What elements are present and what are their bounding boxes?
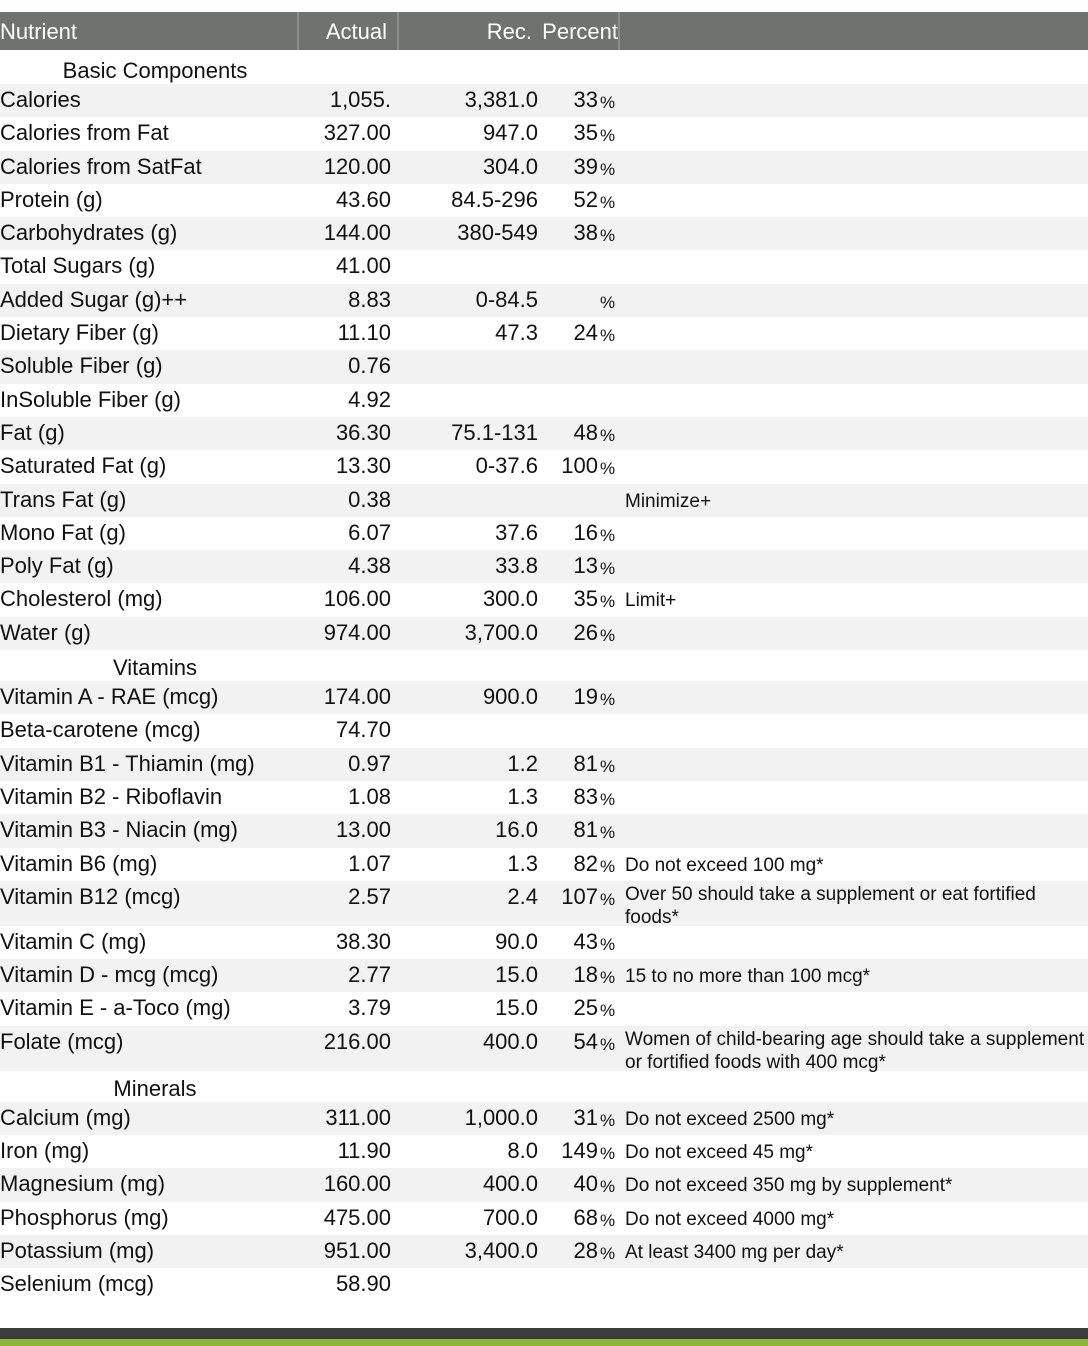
guidance-note: Do not exceed 100 mg* [625, 854, 824, 876]
recommended-value: 304.0 [482, 153, 538, 179]
nutrient-name: Phosphorus (mg) [0, 1204, 169, 1230]
table-row [0, 681, 1088, 714]
percent-sign: % [600, 226, 616, 246]
nutrient-name: Calcium (mg) [0, 1104, 131, 1130]
table-row [0, 617, 1088, 650]
nutrient-name: Soluble Fiber (g) [0, 353, 163, 379]
actual-value: 0.38 [348, 486, 391, 512]
percent-sign: % [600, 934, 616, 954]
percent-sign: % [600, 126, 616, 146]
actual-value: 13.30 [335, 453, 391, 479]
recommended-value: 8.0 [507, 1138, 538, 1164]
percent-value: 81 [573, 750, 598, 776]
percent-sign: % [600, 1243, 616, 1263]
actual-value: 41.00 [335, 253, 391, 279]
table-row [0, 1168, 1088, 1201]
header-rec: Rec. [486, 19, 532, 44]
nutrient-name: Magnesium (mg) [0, 1171, 166, 1197]
recommended-value: 33.8 [495, 553, 538, 579]
percent-sign: % [600, 789, 616, 809]
nutrient-name: Vitamin B6 (mg) [0, 850, 158, 876]
nutrient-name: Total Sugars (g) [0, 253, 156, 279]
header-separator [618, 12, 620, 50]
table-row [0, 484, 1088, 517]
actual-value: 160.00 [323, 1171, 391, 1197]
nutrient-name: Vitamin B2 - Riboflavin [0, 783, 223, 809]
guidance-note: Over 50 should take a supplement or eat fortified foods* [625, 883, 1036, 928]
table-row [0, 517, 1088, 550]
nutrient-name: Vitamin D - mcg (mcg) [0, 962, 219, 988]
recommended-value: 90.0 [495, 928, 538, 954]
percent-value: 38 [573, 220, 598, 246]
actual-value: 174.00 [323, 684, 391, 710]
recommended-value: 15.0 [495, 995, 538, 1021]
nutrient-name: Added Sugar (g)++ [0, 286, 188, 312]
header-nutrient: Nutrient [0, 19, 78, 44]
percent-value: 48 [573, 419, 598, 445]
percent-value: 43 [573, 928, 598, 954]
percent-sign: % [600, 459, 616, 479]
nutrient-name: Calories [0, 87, 81, 112]
percent-sign: % [600, 1001, 616, 1021]
nutrient-name: InSoluble Fiber (g) [0, 386, 181, 412]
recommended-value: 0-84.5 [475, 286, 538, 312]
table-row [0, 151, 1088, 184]
percent-value: 54 [573, 1028, 598, 1054]
actual-value: 6.07 [348, 519, 391, 545]
percent-sign: % [600, 1110, 616, 1130]
recommended-value: 37.6 [495, 519, 538, 545]
percent-sign: % [600, 756, 616, 776]
actual-value: 327.00 [323, 120, 391, 146]
actual-value: 43.60 [335, 186, 391, 212]
recommended-value: 47.3 [495, 320, 538, 346]
actual-value: 974.00 [323, 619, 391, 645]
percent-value: 19 [573, 684, 598, 710]
actual-value: 1.08 [348, 783, 391, 809]
table-row [0, 748, 1088, 781]
nutrient-name: Dietary Fiber (g) [0, 320, 159, 346]
nutrient-name: Calories from SatFat [0, 153, 202, 179]
actual-value: 38.30 [335, 928, 391, 954]
guidance-note: At least 3400 mg per day* [625, 1241, 844, 1263]
nutrient-name: Water (g) [0, 619, 91, 645]
table-row [0, 1026, 1088, 1071]
actual-value: 311.00 [325, 1104, 391, 1130]
table-row [0, 1235, 1088, 1268]
actual-value: 475.00 [323, 1204, 391, 1230]
nutrient-name: Protein (g) [0, 186, 103, 212]
percent-value: 35 [573, 586, 598, 612]
recommended-value: 400.0 [482, 1171, 538, 1197]
actual-value: 106.00 [323, 586, 391, 612]
section-heading-row [0, 53, 1088, 84]
nutrient-name: Carbohydrates (g) [0, 220, 178, 246]
table-row [0, 450, 1088, 483]
percent-value: 39 [573, 153, 598, 179]
nutrient-name: Calories from Fat [0, 120, 169, 146]
section-heading-row [0, 650, 1088, 681]
table-row [0, 1102, 1088, 1135]
recommended-value: 947.0 [482, 120, 538, 146]
recommended-value: 75.1-131 [451, 419, 538, 445]
percent-sign: % [600, 856, 616, 876]
table-row [0, 250, 1088, 283]
table-row [0, 117, 1088, 150]
nutrient-name: Vitamin B12 (mcg) [0, 883, 181, 909]
percent-sign: % [600, 292, 616, 312]
table-row [0, 926, 1088, 959]
table-row [0, 1135, 1088, 1168]
actual-value: 120.00 [323, 153, 391, 179]
actual-value: 11.90 [337, 1138, 391, 1164]
recommended-value: 1.2 [507, 750, 538, 776]
actual-value: 1.07 [348, 850, 391, 876]
recommended-value: 0-37.6 [475, 453, 538, 479]
table-row [0, 317, 1088, 350]
nutrient-name: Vitamin E - a-Toco (mg) [0, 995, 231, 1021]
guidance-note: Limit+ [625, 590, 677, 612]
table-row [0, 714, 1088, 747]
percent-sign: % [600, 425, 616, 445]
actual-value: 2.77 [348, 962, 391, 988]
percent-value: 40 [573, 1171, 598, 1197]
percent-value: 81 [573, 817, 598, 843]
section-heading: Basic Components [62, 58, 248, 83]
percent-sign: % [600, 1144, 616, 1164]
table-row [0, 284, 1088, 317]
percent-sign: % [600, 159, 616, 179]
percent-sign: % [600, 559, 616, 579]
percent-value: 31 [573, 1104, 598, 1130]
table-header [0, 12, 1088, 50]
actual-value: 4.38 [348, 553, 391, 579]
percent-sign: % [600, 592, 616, 612]
actual-value: 0.76 [348, 353, 391, 379]
actual-value: 4.92 [348, 386, 391, 412]
table-row [0, 881, 1088, 926]
guidance-note: Women of child-bearing age should take a supplement or fortified foods with 400 mcg* [625, 1028, 1085, 1073]
actual-value: 58.90 [335, 1271, 391, 1297]
header-separator [297, 12, 299, 50]
table-row [0, 814, 1088, 847]
table-row [0, 417, 1088, 450]
nutrient-name: Saturated Fat (g) [0, 453, 167, 479]
recommended-value: 400.0 [482, 1028, 538, 1054]
guidance-note: Do not exceed 45 mg* [625, 1142, 814, 1164]
percent-value: 82 [573, 850, 598, 876]
nutrient-table [0, 53, 1088, 1302]
percent-sign: % [600, 968, 616, 988]
percent-sign: % [600, 823, 616, 843]
percent-value: 25 [573, 995, 598, 1021]
recommended-value: 300.0 [482, 586, 538, 612]
footer-bar [0, 1328, 1088, 1339]
recommended-value: 1.3 [507, 850, 538, 876]
actual-value: 11.10 [337, 320, 391, 346]
recommended-value: 1.3 [507, 783, 538, 809]
header-separator [397, 12, 399, 50]
table-row [0, 184, 1088, 217]
recommended-value: 3,700.0 [464, 619, 538, 645]
table-row [0, 217, 1088, 250]
percent-value: 35 [573, 120, 598, 146]
actual-value: 36.30 [335, 419, 391, 445]
percent-sign: % [600, 326, 616, 346]
section-heading: Minerals [113, 1075, 197, 1101]
table-row [0, 350, 1088, 383]
table-row [0, 550, 1088, 583]
percent-value: 149 [561, 1138, 598, 1164]
percent-sign: % [600, 1034, 616, 1054]
nutrient-name: Vitamin B3 - Niacin (mg) [0, 817, 238, 843]
footer-accent-bar [0, 1339, 1088, 1346]
actual-value: 2.57 [348, 883, 391, 909]
table-row [0, 84, 1088, 117]
guidance-note: Do not exceed 350 mg by supplement* [625, 1175, 953, 1197]
percent-value: 68 [573, 1204, 598, 1230]
nutrient-name: Vitamin A - RAE (mcg) [0, 684, 219, 710]
nutrient-name: Vitamin C (mg) [0, 928, 147, 954]
nutrient-name: Iron (mg) [0, 1138, 90, 1164]
percent-sign: % [600, 525, 616, 545]
table-row [0, 384, 1088, 417]
percent-value: 26 [573, 619, 598, 645]
section-heading: Vitamins [113, 655, 197, 681]
percent-value: 28 [573, 1237, 598, 1263]
guidance-note: 15 to no more than 100 mcg* [625, 966, 871, 988]
percent-sign: % [600, 690, 616, 710]
recommended-value: 700.0 [482, 1204, 538, 1230]
recommended-value: 84.5-296 [451, 186, 538, 212]
percent-value: 13 [573, 553, 598, 579]
recommended-value: 1,000.0 [464, 1104, 538, 1130]
nutrient-name: Cholesterol (mg) [0, 586, 163, 612]
recommended-value: 3,400.0 [464, 1237, 538, 1263]
table-row [0, 1268, 1088, 1301]
percent-value: 18 [573, 962, 598, 988]
actual-value: 951.00 [323, 1237, 391, 1263]
section-heading-row [0, 1071, 1088, 1102]
nutrient-name: Potassium (mg) [0, 1237, 155, 1263]
recommended-value: 3,381.0 [464, 87, 538, 112]
percent-value: 83 [573, 783, 598, 809]
table-row [0, 848, 1088, 881]
recommended-value: 16.0 [495, 817, 538, 843]
nutrient-name: Fat (g) [0, 419, 65, 445]
header-percent: Percent [542, 19, 618, 44]
percent-sign: % [600, 889, 616, 909]
table-row [0, 781, 1088, 814]
actual-value: 1,055. [329, 87, 391, 112]
percent-sign: % [600, 625, 616, 645]
percent-value: 107 [561, 883, 598, 909]
actual-value: 216.00 [323, 1028, 391, 1054]
guidance-note: Minimize+ [625, 490, 712, 512]
table-row [0, 959, 1088, 992]
nutrient-name: Folate (mcg) [0, 1028, 124, 1054]
nutrient-name: Vitamin B1 - Thiamin (mg) [0, 750, 255, 776]
nutrient-name: Selenium (mcg) [0, 1271, 155, 1297]
recommended-value: 900.0 [482, 684, 538, 710]
percent-value: 33 [573, 87, 598, 112]
recommended-value: 2.4 [507, 883, 538, 909]
percent-sign: % [600, 192, 616, 212]
recommended-value: 380-549 [457, 220, 538, 246]
actual-value: 144.00 [323, 220, 391, 246]
table-row [0, 583, 1088, 616]
percent-value: 24 [573, 320, 598, 346]
actual-value: 3.79 [348, 995, 391, 1021]
percent-sign: % [600, 1177, 616, 1197]
header-actual: Actual [325, 19, 387, 44]
recommended-value: 15.0 [495, 962, 538, 988]
percent-value: 100 [561, 453, 598, 479]
nutrient-name: Trans Fat (g) [0, 486, 127, 512]
percent-value: 52 [573, 186, 598, 212]
nutrient-name: Beta-carotene (mcg) [0, 717, 201, 743]
actual-value: 8.83 [348, 286, 391, 312]
percent-sign: % [600, 1210, 616, 1230]
actual-value: 74.70 [335, 717, 391, 743]
nutrient-name: Mono Fat (g) [0, 519, 126, 545]
actual-value: 13.00 [335, 817, 391, 843]
guidance-note: Do not exceed 4000 mg* [625, 1208, 835, 1230]
nutrient-name: Poly Fat (g) [0, 553, 114, 579]
actual-value: 0.97 [348, 750, 391, 776]
table-row [0, 1202, 1088, 1235]
table-row [0, 992, 1088, 1025]
guidance-note: Do not exceed 2500 mg* [625, 1108, 835, 1130]
percent-sign: % [600, 93, 616, 112]
percent-value: 16 [573, 519, 598, 545]
